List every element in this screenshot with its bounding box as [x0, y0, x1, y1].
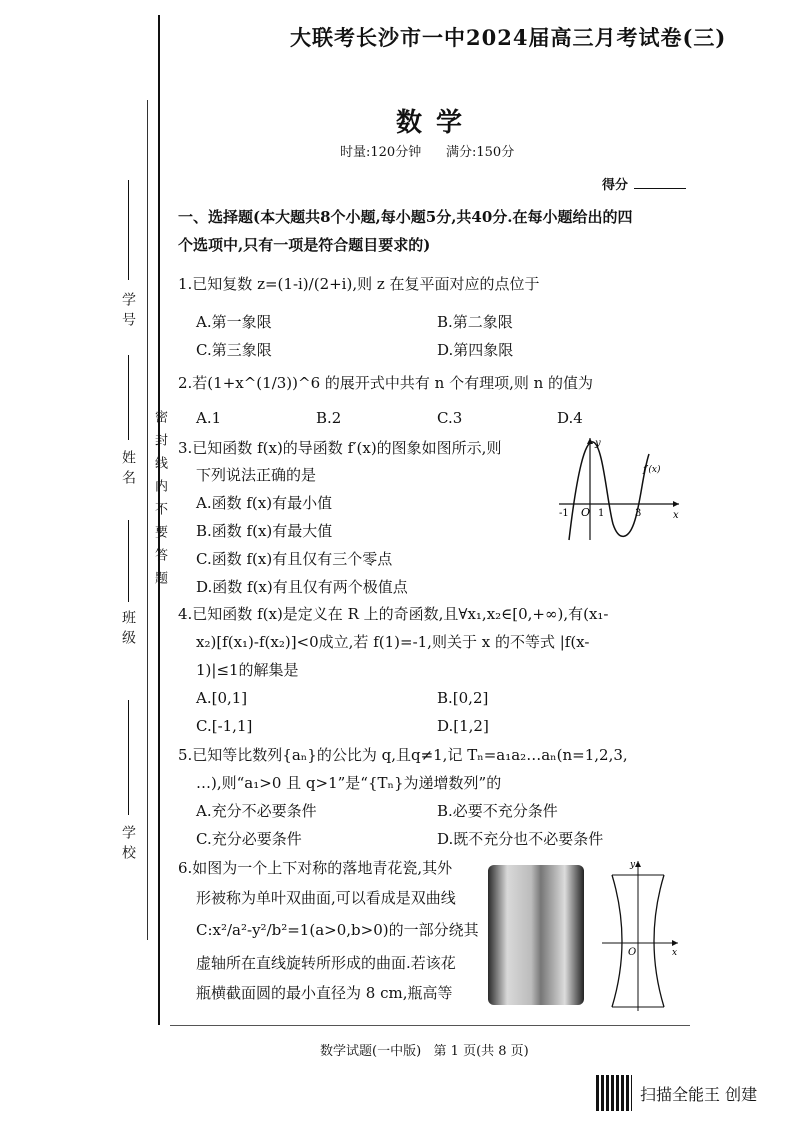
q1-option-b: B.第二象限 — [437, 313, 513, 331]
margin-student-no-blank — [128, 180, 129, 280]
q6-origin-label: O — [628, 947, 637, 958]
score-blank — [634, 188, 686, 189]
footer-divider — [170, 1025, 690, 1026]
exam-title: 大联考长沙市一中2024届高三月考试卷(三) — [290, 25, 727, 50]
q2-option-a: A.1 — [196, 409, 222, 427]
score-label: 得分 — [602, 178, 629, 193]
section-heading-line2: 个选项中,只有一项是符合题目要求的) — [178, 236, 431, 254]
q2-option-c: C.3 — [437, 409, 463, 427]
margin-class: 班级 — [120, 610, 136, 650]
subject-title: 数学 — [396, 108, 477, 138]
q6-stem-line5: 瓶横截面圆的最小直径为 8 cm,瓶高等 — [196, 984, 453, 1002]
q4-option-a: A.[0,1] — [196, 689, 248, 707]
q1-option-d: D.第四象限 — [437, 341, 514, 359]
q2-option-b: B.2 — [316, 409, 342, 427]
q5-option-b: B.必要不充分条件 — [437, 802, 558, 820]
section-heading-line1: 一、选择题(本大题共8个小题,每小题5分,共40分.在每小题给出的四 — [178, 208, 633, 226]
q5-option-c: C.充分必要条件 — [196, 830, 302, 848]
q3-tick-3: 3 — [635, 508, 642, 519]
q3-curve-label: f′(x) — [643, 465, 661, 475]
q3-origin-label: O — [581, 506, 591, 519]
q6-stem-line4: 虚轴所在直线旋转所形成的曲面.若该花 — [196, 954, 456, 972]
q6-x-arrow — [672, 940, 678, 946]
q3-option-a: A.函数 f(x)有最小值 — [196, 494, 333, 512]
margin-student-no: 学号 — [120, 292, 136, 332]
q4-option-c: C.[-1,1] — [196, 717, 253, 735]
q6-y-arrow — [635, 861, 641, 867]
q6-right-branch — [654, 875, 664, 1007]
q2-stem: 2.若(1+x^(1/3))^6 的展开式中共有 n 个有理项,则 n 的值为 — [178, 374, 594, 392]
q1-option-a: A.第一象限 — [196, 313, 272, 331]
q3-curve — [569, 442, 649, 540]
margin-class-blank — [128, 520, 129, 602]
margin-school-blank — [128, 700, 129, 815]
q5-option-a: A.充分不必要条件 — [196, 802, 317, 820]
q5-stem-line1: 5.已知等比数列{aₙ}的公比为 q,且q≠1,记 Tₙ=a₁a₂…aₙ(n=1,2,3, — [178, 746, 628, 764]
q3-option-b: B.函数 f(x)有最大值 — [196, 522, 333, 540]
q3-option-c: C.函数 f(x)有且仅有三个零点 — [196, 550, 393, 568]
q4-stem-line3: 1)|≤1的解集是 — [196, 661, 299, 679]
q6-hyperboloid-graph — [598, 855, 684, 1015]
q6-stem-line3: C:x²/a²-y²/b²=1(a>0,b>0)的一部分绕其 — [196, 921, 479, 939]
q3-option-d: D.函数 f(x)有且仅有两个极值点 — [196, 578, 408, 596]
q4-stem-line1: 4.已知函数 f(x)是定义在 R 上的奇函数,且∀x₁,x₂∈[0,+∞),有(x₁- — [178, 605, 609, 623]
q3-tick-1: 1 — [598, 508, 605, 519]
q6-stem-line2: 形被称为单叶双曲面,可以看成是双曲线 — [196, 889, 456, 907]
time-limit: 时量:120分钟 — [340, 145, 422, 160]
binding-rule-inner — [147, 100, 148, 940]
q1-stem: 1.已知复数 z=(1-i)/(2+i),则 z 在复平面对应的点位于 — [178, 275, 540, 293]
margin-school: 学校 — [120, 825, 136, 865]
q4-option-b: B.[0,2] — [437, 689, 489, 707]
q6-x-label: x — [672, 948, 678, 958]
page-footer: 数学试题(一中版) 第 1 页(共 8 页) — [320, 1044, 529, 1059]
q4-stem-line2: x₂)[f(x₁)-f(x₂)]<0成立,若 f(1)=-1,则关于 x 的不等式 |f(x- — [196, 633, 590, 651]
q3-y-label: y — [595, 438, 601, 449]
q6-y-label: y — [630, 860, 636, 870]
q6-left-branch — [612, 875, 622, 1007]
q3-stem-line1: 3.已知函数 f(x)的导函数 f′(x)的图象如图所示,则 — [178, 439, 502, 457]
q3-tick-minus1: -1 — [559, 508, 569, 519]
margin-name-blank — [128, 355, 129, 440]
scanner-qr-code — [596, 1075, 632, 1111]
q6-stem-line1: 6.如图为一个上下对称的落地青花瓷,其外 — [178, 859, 453, 877]
q3-x-arrow — [673, 501, 679, 507]
margin-seal-text: 密封线内不要答题 — [152, 410, 167, 594]
q5-stem-line2: …),则“a₁>0 且 q>1”是“{Tₙ}为递增数列”的 — [196, 774, 502, 792]
q4-option-d: D.[1,2] — [437, 717, 489, 735]
scanner-watermark: 扫描全能王 创建 — [640, 1085, 758, 1104]
q2-option-d: D.4 — [557, 409, 583, 427]
q3-stem-line2: 下列说法正确的是 — [196, 466, 317, 484]
q1-option-c: C.第三象限 — [196, 341, 272, 359]
porcelain-vase-photo — [488, 865, 584, 1005]
q3-derivative-graph — [555, 432, 685, 544]
full-score: 满分:150分 — [446, 145, 515, 160]
margin-name: 姓名 — [120, 450, 136, 490]
q5-option-d: D.既不充分也不必要条件 — [437, 830, 604, 848]
q3-x-label: x — [673, 510, 679, 521]
